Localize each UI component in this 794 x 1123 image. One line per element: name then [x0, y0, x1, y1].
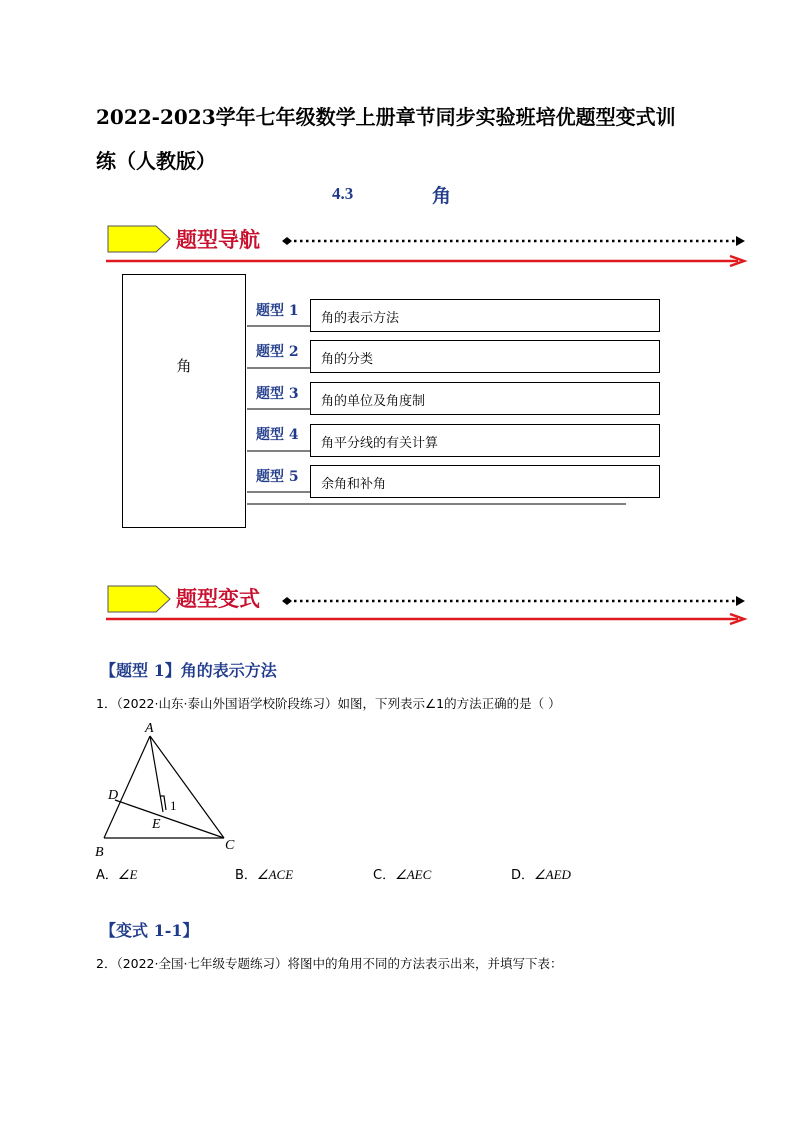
- option-math: ∠E: [117, 867, 138, 882]
- nav-item-box: 角平分线的有关计算: [310, 424, 660, 457]
- option-d[interactable]: [511, 864, 571, 883]
- option-letter: D．: [511, 868, 535, 883]
- option-math: ∠AED: [534, 867, 571, 882]
- type1-heading: 【题型 1】角的表示方法: [100, 661, 277, 680]
- point-label-C: C: [225, 838, 235, 853]
- section-number: 4.3: [332, 184, 354, 203]
- option-math: ∠AEC: [395, 867, 432, 882]
- diamond-marker: [282, 597, 292, 605]
- diamond-marker: [282, 237, 292, 245]
- question-1-text: 1．（2022·山东·泰山外国语学校阶段练习）如图，下列表示∠1的方法正确的是（ ）: [96, 696, 561, 711]
- segment-AB: [104, 736, 150, 838]
- nav-item-tag: 题型 5: [256, 469, 299, 485]
- document-title-line1: 2022-2023学年七年级数学上册章节同步实验班培优题型变式训: [96, 105, 676, 129]
- option-b[interactable]: [235, 864, 293, 883]
- nav-item-tag: 题型 3: [256, 386, 299, 402]
- variant1-heading: 【变式 1-1】: [100, 921, 199, 940]
- document-title-line2: 练（人教版）: [96, 149, 216, 173]
- document-title: [96, 95, 716, 183]
- nav-item-box: 余角和补角: [310, 465, 660, 498]
- section-name: 角: [432, 185, 452, 207]
- option-letter: A．: [96, 868, 118, 883]
- option-c[interactable]: [373, 864, 431, 883]
- point-label-A: A: [145, 721, 154, 736]
- nav-banner-label: 题型导航: [176, 227, 260, 252]
- nav-main-box: [122, 274, 246, 528]
- nav-item-tag: 题型 2: [256, 344, 299, 360]
- nav-item-tag: 题型 4: [256, 427, 299, 443]
- segment-AC: [150, 736, 224, 838]
- option-letter: C．: [373, 868, 396, 883]
- banner-tag-shape: [108, 586, 170, 612]
- arrowhead-icon: [736, 596, 745, 606]
- nav-item-tag: 题型 1: [256, 303, 299, 319]
- variant-banner-label: 题型变式: [176, 586, 260, 611]
- option-letter: B．: [235, 868, 257, 883]
- question-2-text: 2．（2022·全国·七年级专题练习）将图中的角用不同的方法表示出来，并填写下表：: [96, 956, 563, 971]
- nav-item-box: 角的表示方法: [310, 299, 660, 332]
- angle-label-1: 1: [170, 798, 177, 813]
- option-math: ∠ACE: [256, 867, 294, 882]
- nav-item-box: 角的分类: [310, 340, 660, 373]
- arrowhead-icon: [736, 236, 745, 246]
- point-label-D: D: [108, 788, 119, 803]
- segment-AE: [150, 736, 163, 812]
- triangle-figure: [92, 714, 252, 864]
- option-a[interactable]: [96, 864, 138, 883]
- point-label-E: E: [152, 817, 161, 832]
- nav-item-box: 角的单位及角度制: [310, 382, 660, 415]
- banner-tag-shape: [108, 226, 170, 252]
- point-label-B: B: [95, 845, 104, 860]
- nav-main-label: 角: [176, 357, 192, 375]
